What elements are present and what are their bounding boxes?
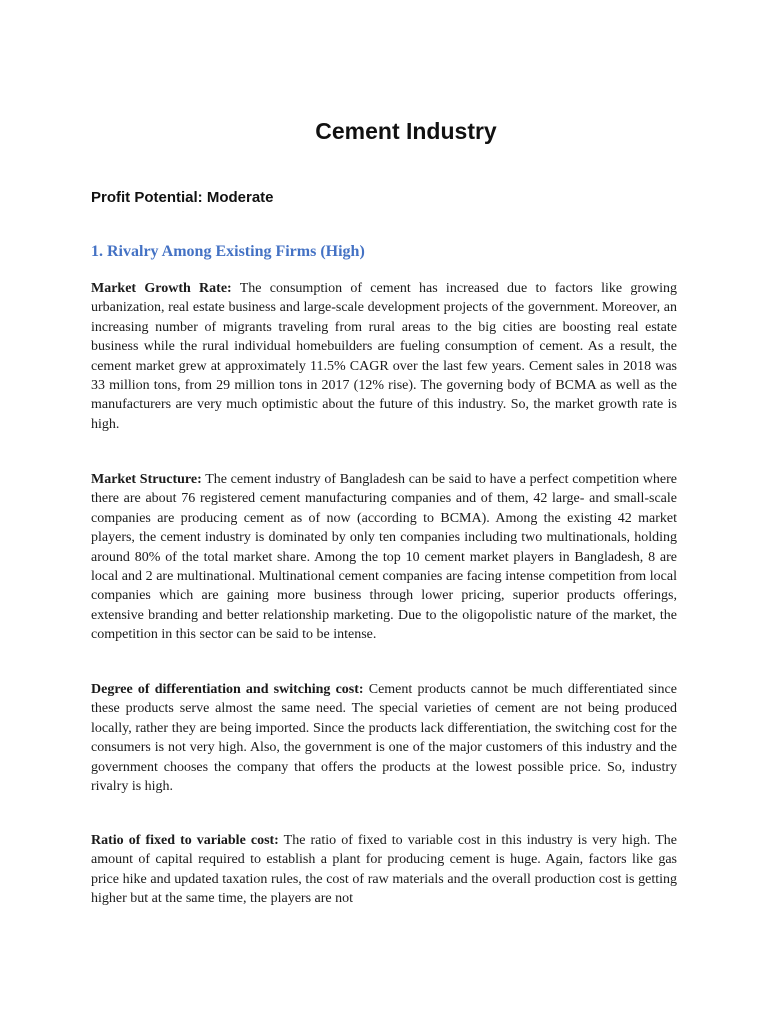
paragraph-differentiation-switching-cost bbox=[91, 680, 677, 796]
paragraph-lead: Market Growth Rate: bbox=[91, 281, 232, 296]
profit-potential: Profit Potential: Moderate bbox=[91, 189, 274, 206]
paragraph-fixed-variable-cost bbox=[91, 831, 677, 909]
paragraph-text: The ratio of fixed to variable cost in this industry is very high. The amount of capital required to establish a plant for producing cement is huge. Again, factors like gas price hike and updated taxation rules, the cost of raw materials and the overall production cost is getting higher but at the same time, the players are not bbox=[91, 833, 677, 907]
paragraph-lead: Ratio of fixed to variable cost: bbox=[91, 833, 279, 848]
paragraph-text: The consumption of cement has increased due to factors like growing urbanization, real estate business and large-scale development projects of the government. Moreover, an increasing number of migrants traveling from rural areas to the big cities are boosting real estate business while the rural individual homebuilders are fueling consumption of cement. As a result, the cement market grew at approximately 11.5% CAGR over the last few years. Cement sales in 2018 was 33 million tons, from 29 million tons in 2017 (12% rise). The governing body of BCMA as well as the manufacturers are very much optimistic about the future of this industry. So, the market growth rate is high. bbox=[91, 281, 677, 432]
paragraph-lead: Market Structure: bbox=[91, 472, 202, 487]
paragraph-market-structure bbox=[91, 470, 677, 645]
paragraph-text: Cement products cannot be much differentiated since these products serve almost the same need. The special varieties of cement are not being produced locally, rather they are being imported. Since the products lack differentiation, the switching cost for the consumers is not very high. Also, the government is one of the major customers of this industry and the government chooses the company that offers the products at the lowest possible price. So, industry rivalry is high. bbox=[91, 682, 677, 795]
page-title: Cement Industry bbox=[315, 118, 497, 144]
paragraph-lead: Degree of differentiation and switching cost: bbox=[91, 682, 364, 697]
section-heading: 1. Rivalry Among Existing Firms (High) bbox=[91, 243, 365, 260]
paragraph-text: The cement industry of Bangladesh can be said to have a perfect competition where there are about 76 registered cement manufacturing companies and of them, 42 large- and small-scale companies are producing cement as of now (according to BCMA). Among the existing 42 market players, the cement industry is dominated by only ten companies including two multinationals, holding around 80% of the total market share. Among the top 10 cement market players in Bangladesh, 8 are local and 2 are multinational. Multinational cement companies are facing intense competition from local companies which are gaining more business through lower pricing, superior products offerings, extensive branding and better relationship marketing. Due to the oligopolistic nature of the market, the competition in this sector can be said to be intense. bbox=[91, 472, 677, 643]
paragraph-market-growth-rate bbox=[91, 279, 677, 434]
